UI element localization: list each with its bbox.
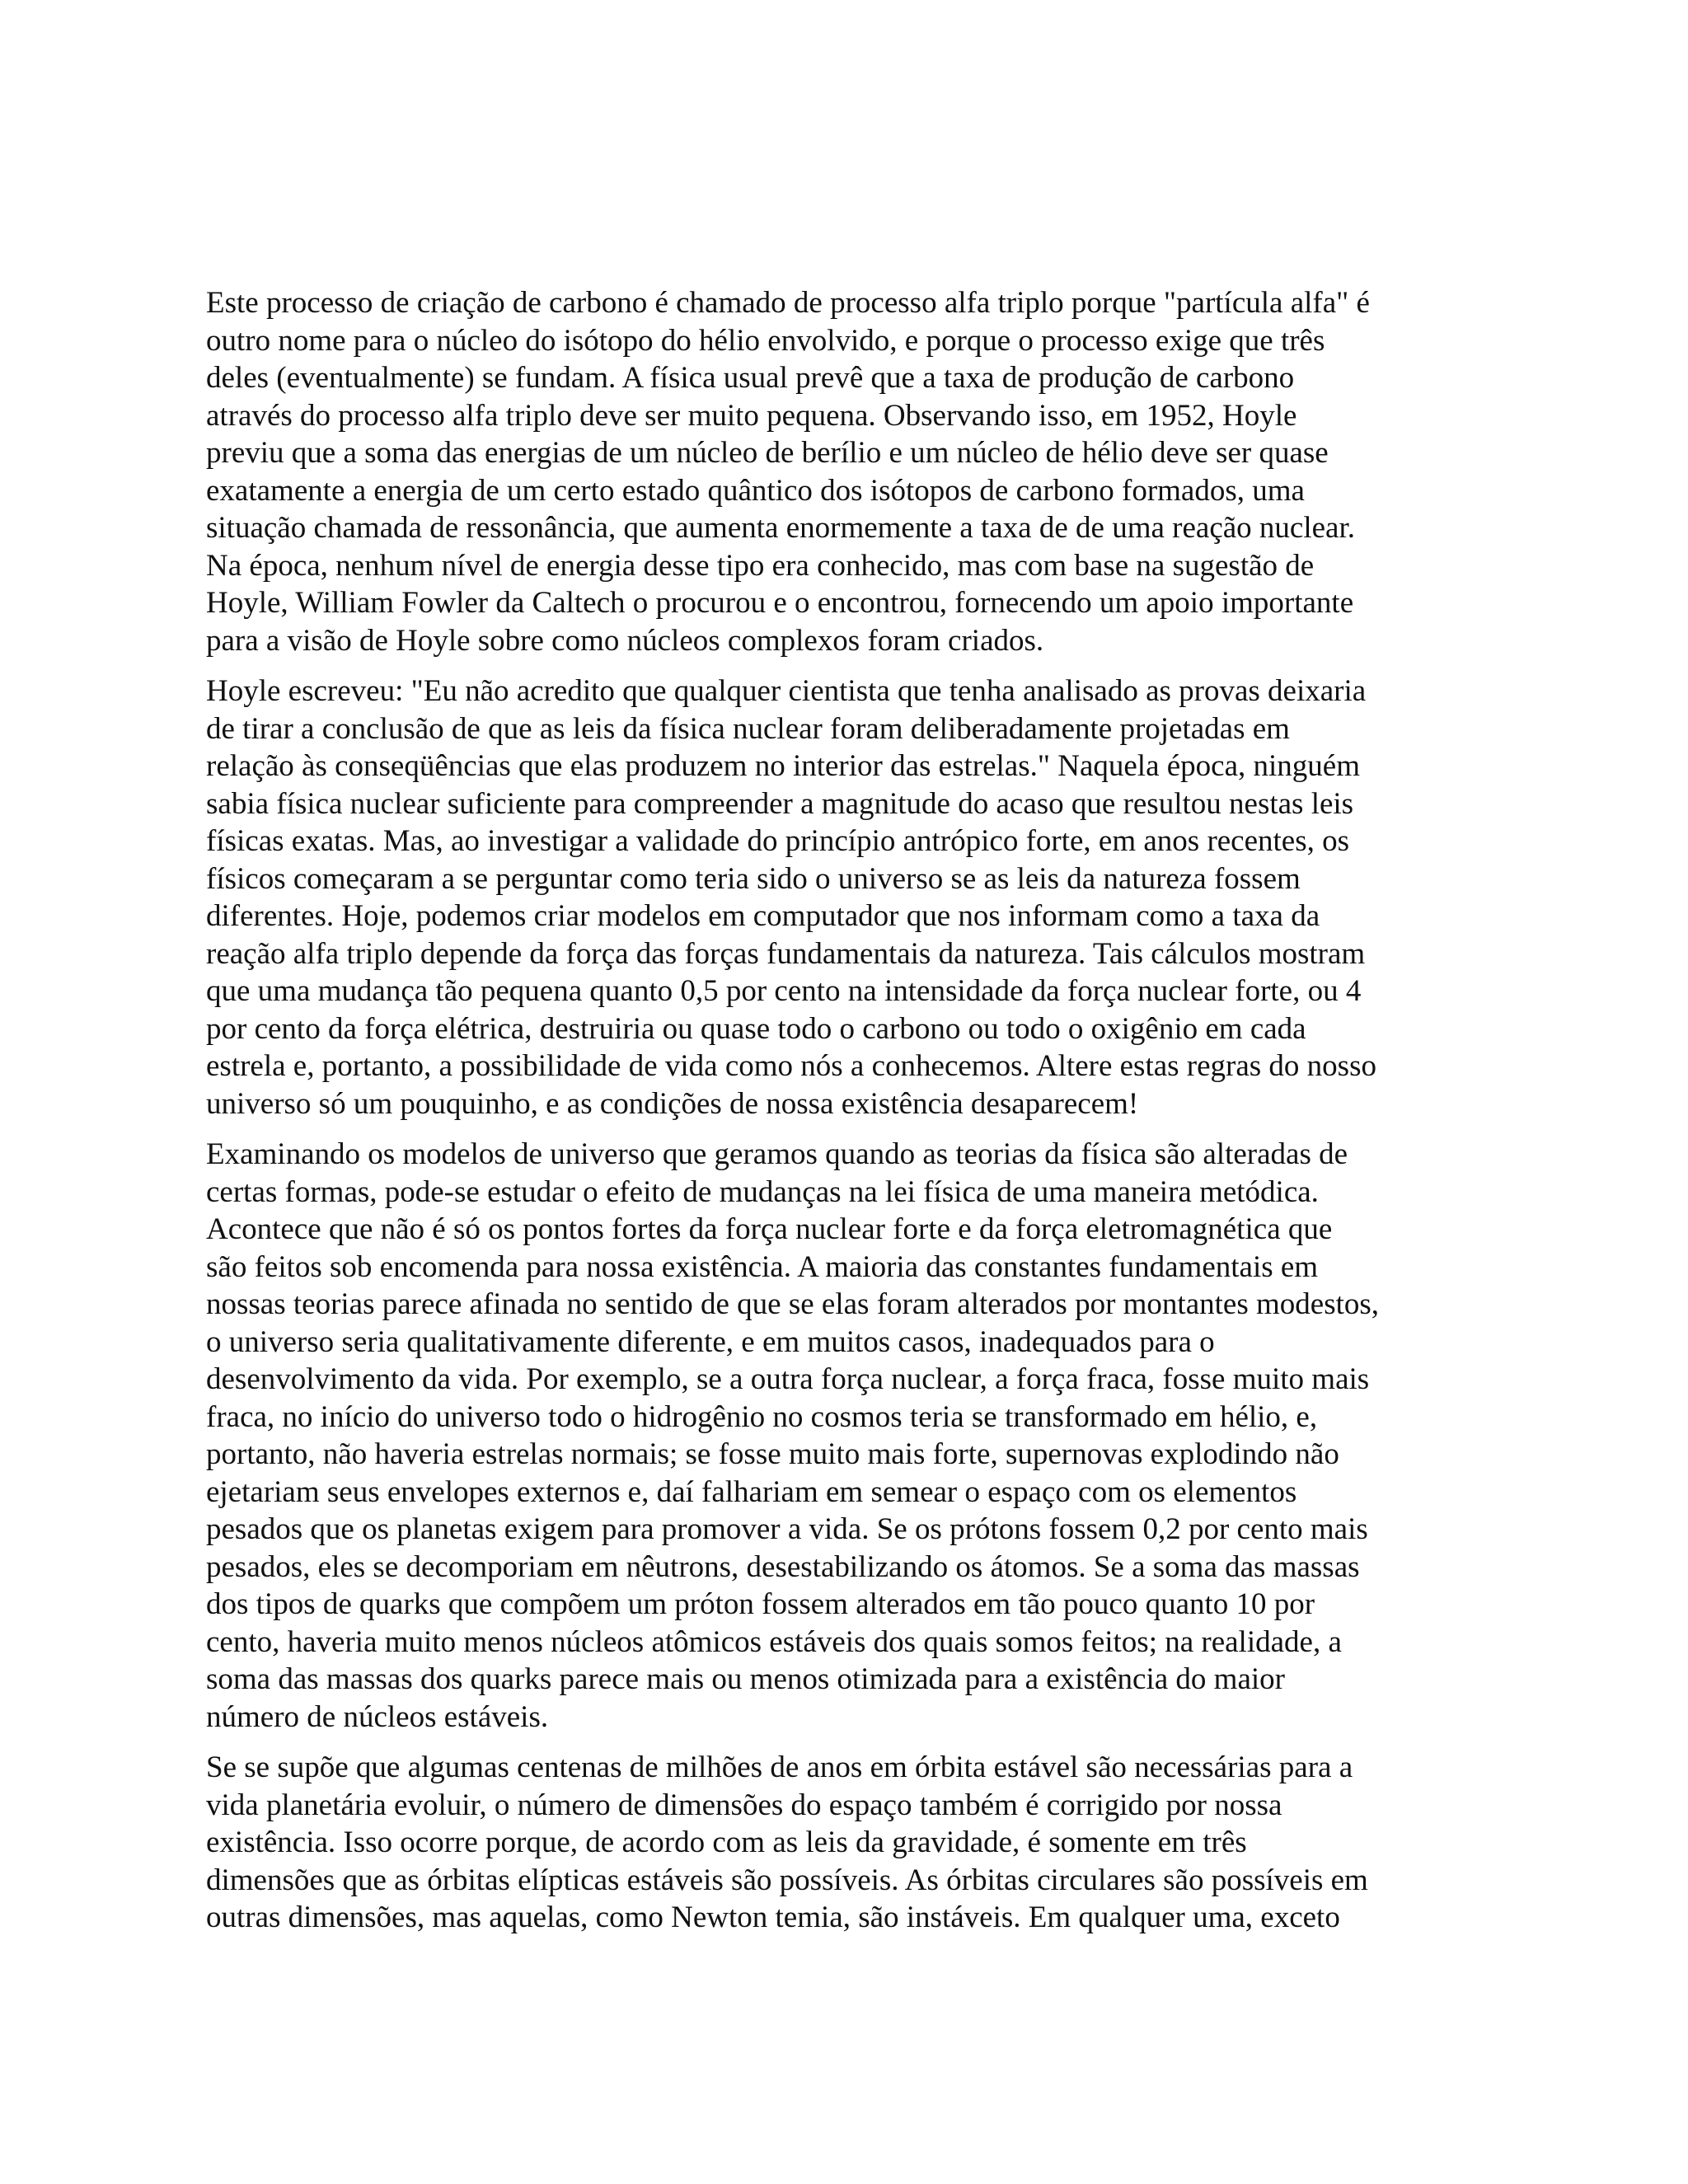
text-line: relação às conseqüências que elas produzem no interior das estrelas." Naquela época, ninguém	[206, 749, 1360, 783]
text-line: previu que a soma das energias de um núcleo de berílio e um núcleo de hélio deve ser quase	[206, 436, 1329, 470]
text-line: certas formas, pode-se estudar o efeito de mudanças na lei física de uma maneira metódica.	[206, 1174, 1319, 1209]
text-line: portanto, não haveria estrelas normais; se fosse muito mais forte, supernovas explodindo não	[206, 1437, 1339, 1471]
paragraph-4	[206, 1749, 1475, 1937]
paragraph-2	[206, 673, 1475, 1122]
text-line: cento, haveria muito menos núcleos atômicos estáveis dos quais somos feitos; na realidade, a	[206, 1624, 1342, 1659]
text-line: Se se supõe que algumas centenas de milhões de anos em órbita estável são necessárias para a	[206, 1750, 1353, 1784]
text-line: soma das massas dos quarks parece mais ou menos otimizada para a existência do maior	[206, 1662, 1285, 1696]
text-line: que uma mudança tão pequena quanto 0,5 por cento na intensidade da força nuclear forte, ou 4	[206, 974, 1362, 1008]
text-line: reação alfa triplo depende da força das forças fundamentais da natureza. Tais cálculos mostram	[206, 936, 1366, 971]
text-line: físicas exatas. Mas, ao investigar a validade do princípio antrópico forte, em anos recentes, os	[206, 824, 1350, 858]
text-line: existência. Isso ocorre porque, de acordo com as leis da gravidade, é somente em três	[206, 1825, 1247, 1859]
text-line: situação chamada de ressonância, que aumenta enormemente a taxa de de uma reação nuclear.	[206, 511, 1355, 545]
text-line: de tirar a conclusão de que as leis da física nuclear foram deliberadamente projetadas em	[206, 711, 1290, 746]
text-line: nossas teorias parece afinada no sentido de que se elas foram alterados por montantes modestos,	[206, 1287, 1380, 1321]
text-line: deles (eventualmente) se fundam. A física usual prevê que a taxa de produção de carbono	[206, 361, 1295, 395]
text-line: dos tipos de quarks que compõem um próton fossem alterados em tão pouco quanto 10 por	[206, 1587, 1315, 1621]
text-line: por cento da força elétrica, destruiria ou quase todo o carbono ou todo o oxigênio em cada	[206, 1011, 1306, 1046]
text-line: vida planetária evoluir, o número de dimensões do espaço também é corrigido por nossa	[206, 1788, 1282, 1822]
text-line: universo só um pouquinho, e as condições de nossa existência desaparecem!	[206, 1086, 1139, 1121]
text-line: sabia física nuclear suficiente para compreender a magnitude do acaso que resultou nestas leis	[206, 786, 1354, 821]
paragraph-3	[206, 1136, 1475, 1736]
text-line: ejetariam seus envelopes externos e, daí falhariam em semear o espaço com os elementos	[206, 1474, 1297, 1509]
text-line: físicos começaram a se perguntar como teria sido o universo se as leis da natureza fossem	[206, 861, 1301, 896]
paragraph-1	[206, 284, 1475, 659]
text-line: Na época, nenhum nível de energia desse tipo era conhecido, mas com base na sugestão de	[206, 548, 1315, 583]
text-line: são feitos sob encomenda para nossa existência. A maioria das constantes fundamentais em	[206, 1249, 1319, 1284]
text-line: pesados que os planetas exigem para promover a vida. Se os prótons fossem 0,2 por cento mais	[206, 1512, 1368, 1546]
text-line: Hoyle, William Fowler da Caltech o procurou e o encontrou, fornecendo um apoio importante	[206, 586, 1354, 620]
text-line: outras dimensões, mas aquelas, como Newton temia, são instáveis. Em qualquer uma, exceto	[206, 1900, 1340, 1934]
document-body	[206, 284, 1475, 1950]
text-line: número de núcleos estáveis.	[206, 1699, 549, 1734]
text-line: exatamente a energia de um certo estado quântico dos isótopos de carbono formados, uma	[206, 473, 1305, 508]
text-line: para a visão de Hoyle sobre como núcleos complexos foram criados.	[206, 623, 1044, 658]
text-line: estrela e, portanto, a possibilidade de vida como nós a conhecemos. Altere estas regras do nosso	[206, 1049, 1376, 1083]
text-line: Examinando os modelos de universo que geramos quando as teorias da física são alteradas de	[206, 1137, 1348, 1171]
text-line: Este processo de criação de carbono é chamado de processo alfa triplo porque "partícula alfa" é	[206, 286, 1370, 320]
text-line: outro nome para o núcleo do isótopo do hélio envolvido, e porque o processo exige que três	[206, 323, 1325, 358]
text-line: desenvolvimento da vida. Por exemplo, se a outra força nuclear, a força fraca, fosse muito mais	[206, 1362, 1370, 1396]
text-line: diferentes. Hoje, podemos criar modelos em computador que nos informam como a taxa da	[206, 899, 1320, 933]
text-line: o universo seria qualitativamente diferente, e em muitos casos, inadequados para o	[206, 1324, 1215, 1359]
text-line: pesados, eles se decomporiam em nêutrons, desestabilizando os átomos. Se a soma das massas	[206, 1549, 1360, 1584]
text-line: Acontece que não é só os pontos fortes da força nuclear forte e da força eletromagnética que	[206, 1212, 1333, 1246]
text-line: fraca, no início do universo todo o hidrogênio no cosmos teria se transformado em hélio, e,	[206, 1399, 1318, 1434]
text-line: Hoyle escreveu: "Eu não acredito que qualquer cientista que tenha analisado as provas deixaria	[206, 674, 1367, 708]
text-line: através do processo alfa triplo deve ser muito pequena. Observando isso, em 1952, Hoyle	[206, 398, 1297, 433]
text-line: dimensões que as órbitas elípticas estáveis são possíveis. As órbitas circulares são possíveis em	[206, 1863, 1368, 1897]
